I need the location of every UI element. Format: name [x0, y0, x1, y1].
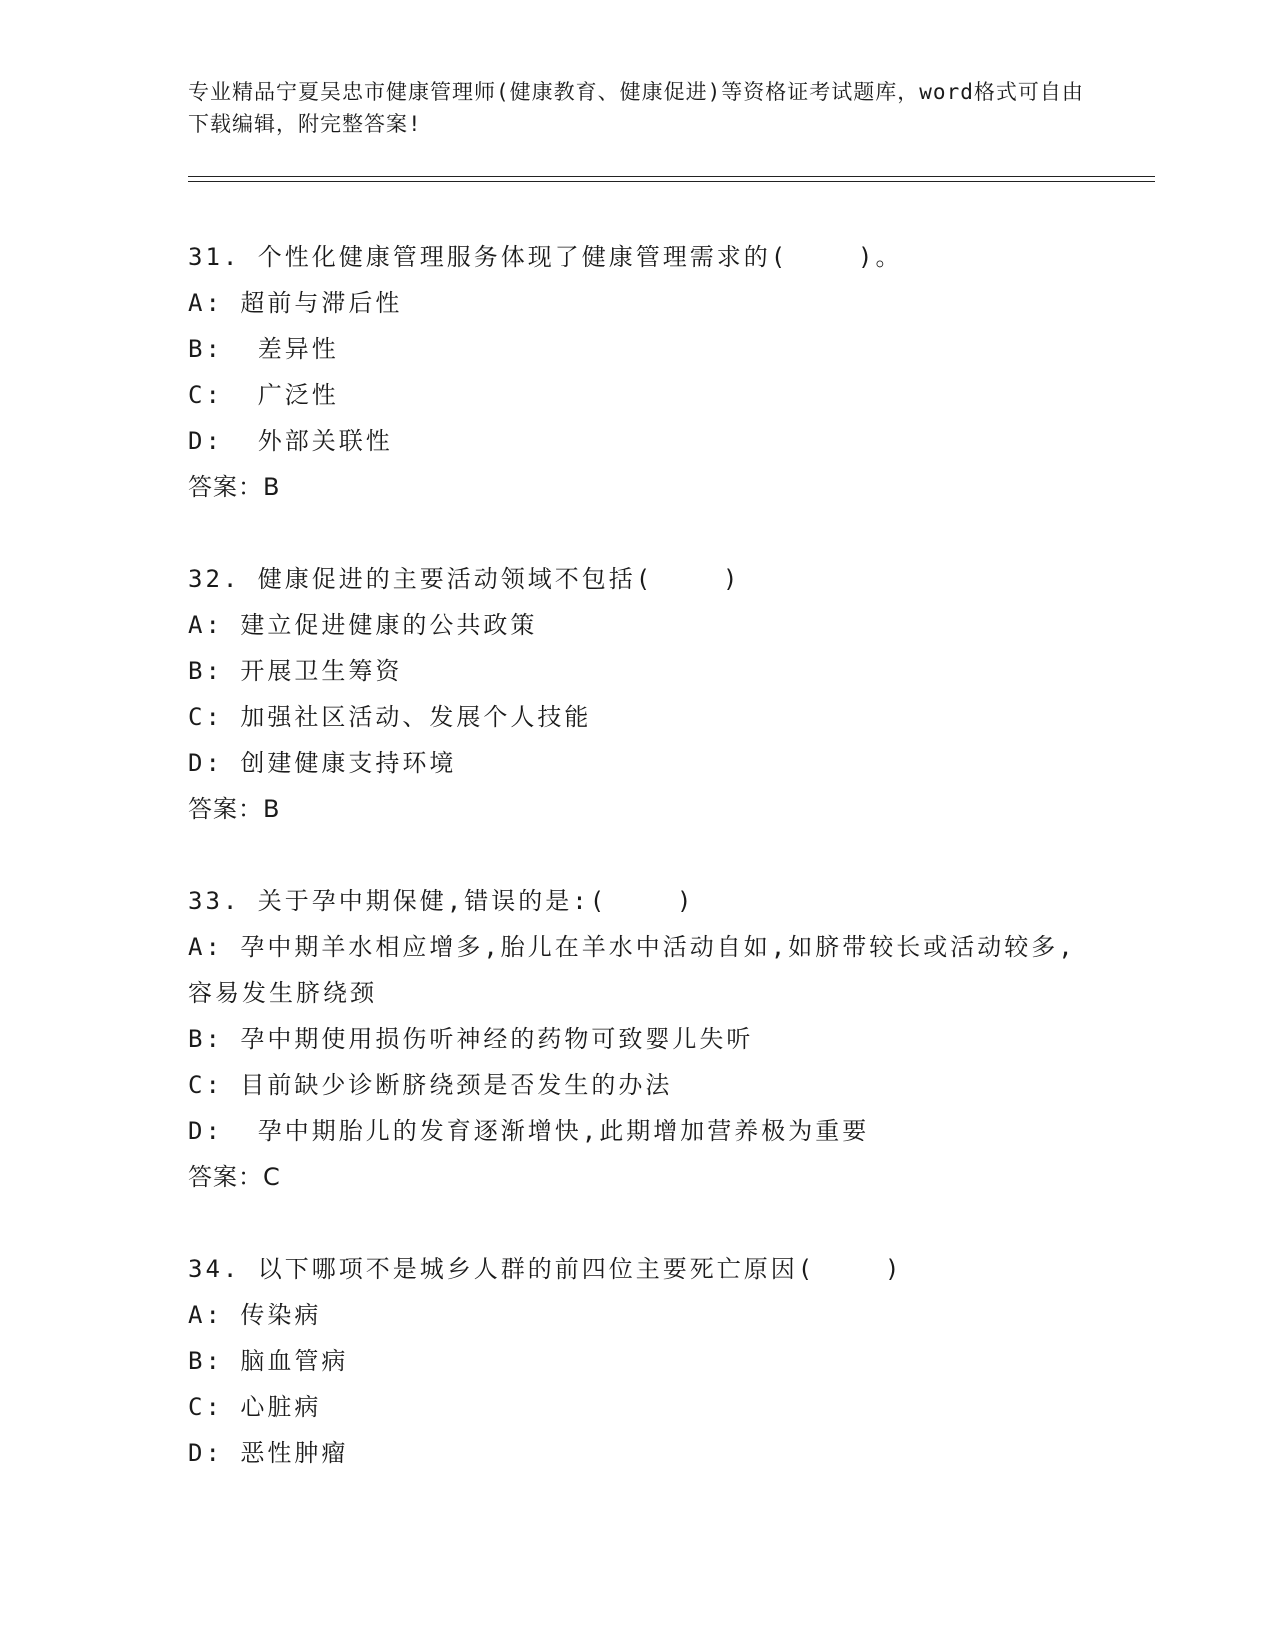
question-34 [188, 1246, 1088, 1476]
option-d: D: 恶性肿瘤 [188, 1439, 349, 1467]
option-a: A: 孕中期羊水相应增多,胎儿在羊水中活动自如,如脐带较长或活动较多,容易发生脐绕颈 [188, 933, 1076, 1007]
question-33 [188, 878, 1088, 1200]
option-a: A: 超前与滞后性 [188, 289, 403, 317]
option-b: B: 孕中期使用损伤听神经的药物可致婴儿失听 [188, 1025, 754, 1053]
answer-label: 答案：B [188, 795, 281, 823]
question-list [188, 234, 1088, 1522]
option-c: C: 广泛性 [188, 381, 339, 409]
option-d: D: 孕中期胎儿的发育逐渐增快,此期增加营养极为重要 [188, 1117, 870, 1145]
document-header: 专业精品宁夏吴忠市健康管理师(健康教育、健康促进)等资格证考试题库，word格式可自由下载编辑，附完整答案! [188, 80, 1084, 136]
option-a: A: 传染病 [188, 1301, 322, 1329]
question-stem: 32. 健康促进的主要活动领域不包括( ) [188, 565, 741, 593]
question-stem: 33. 关于孕中期保健,错误的是:( ) [188, 887, 695, 915]
option-d: D: 创建健康支持环境 [188, 749, 457, 777]
question-32 [188, 556, 1088, 832]
option-b: B: 开展卫生筹资 [188, 657, 403, 685]
header-divider-top [188, 176, 1155, 177]
option-d: D: 外部关联性 [188, 427, 393, 455]
answer-label: 答案：B [188, 473, 281, 501]
option-b: B: 脑血管病 [188, 1347, 349, 1375]
question-31 [188, 234, 1088, 510]
option-a: A: 建立促进健康的公共政策 [188, 611, 538, 639]
option-c: C: 心脏病 [188, 1393, 322, 1421]
option-b: B: 差异性 [188, 335, 339, 363]
option-c: C: 加强社区活动、发展个人技能 [188, 703, 592, 731]
option-c: C: 目前缺少诊断脐绕颈是否发生的办法 [188, 1071, 673, 1099]
question-stem: 34. 以下哪项不是城乡人群的前四位主要死亡原因( ) [188, 1255, 903, 1283]
question-stem: 31. 个性化健康管理服务体现了健康管理需求的( )。 [188, 243, 903, 271]
header-divider-bottom [188, 181, 1155, 182]
answer-label: 答案：C [188, 1163, 281, 1191]
